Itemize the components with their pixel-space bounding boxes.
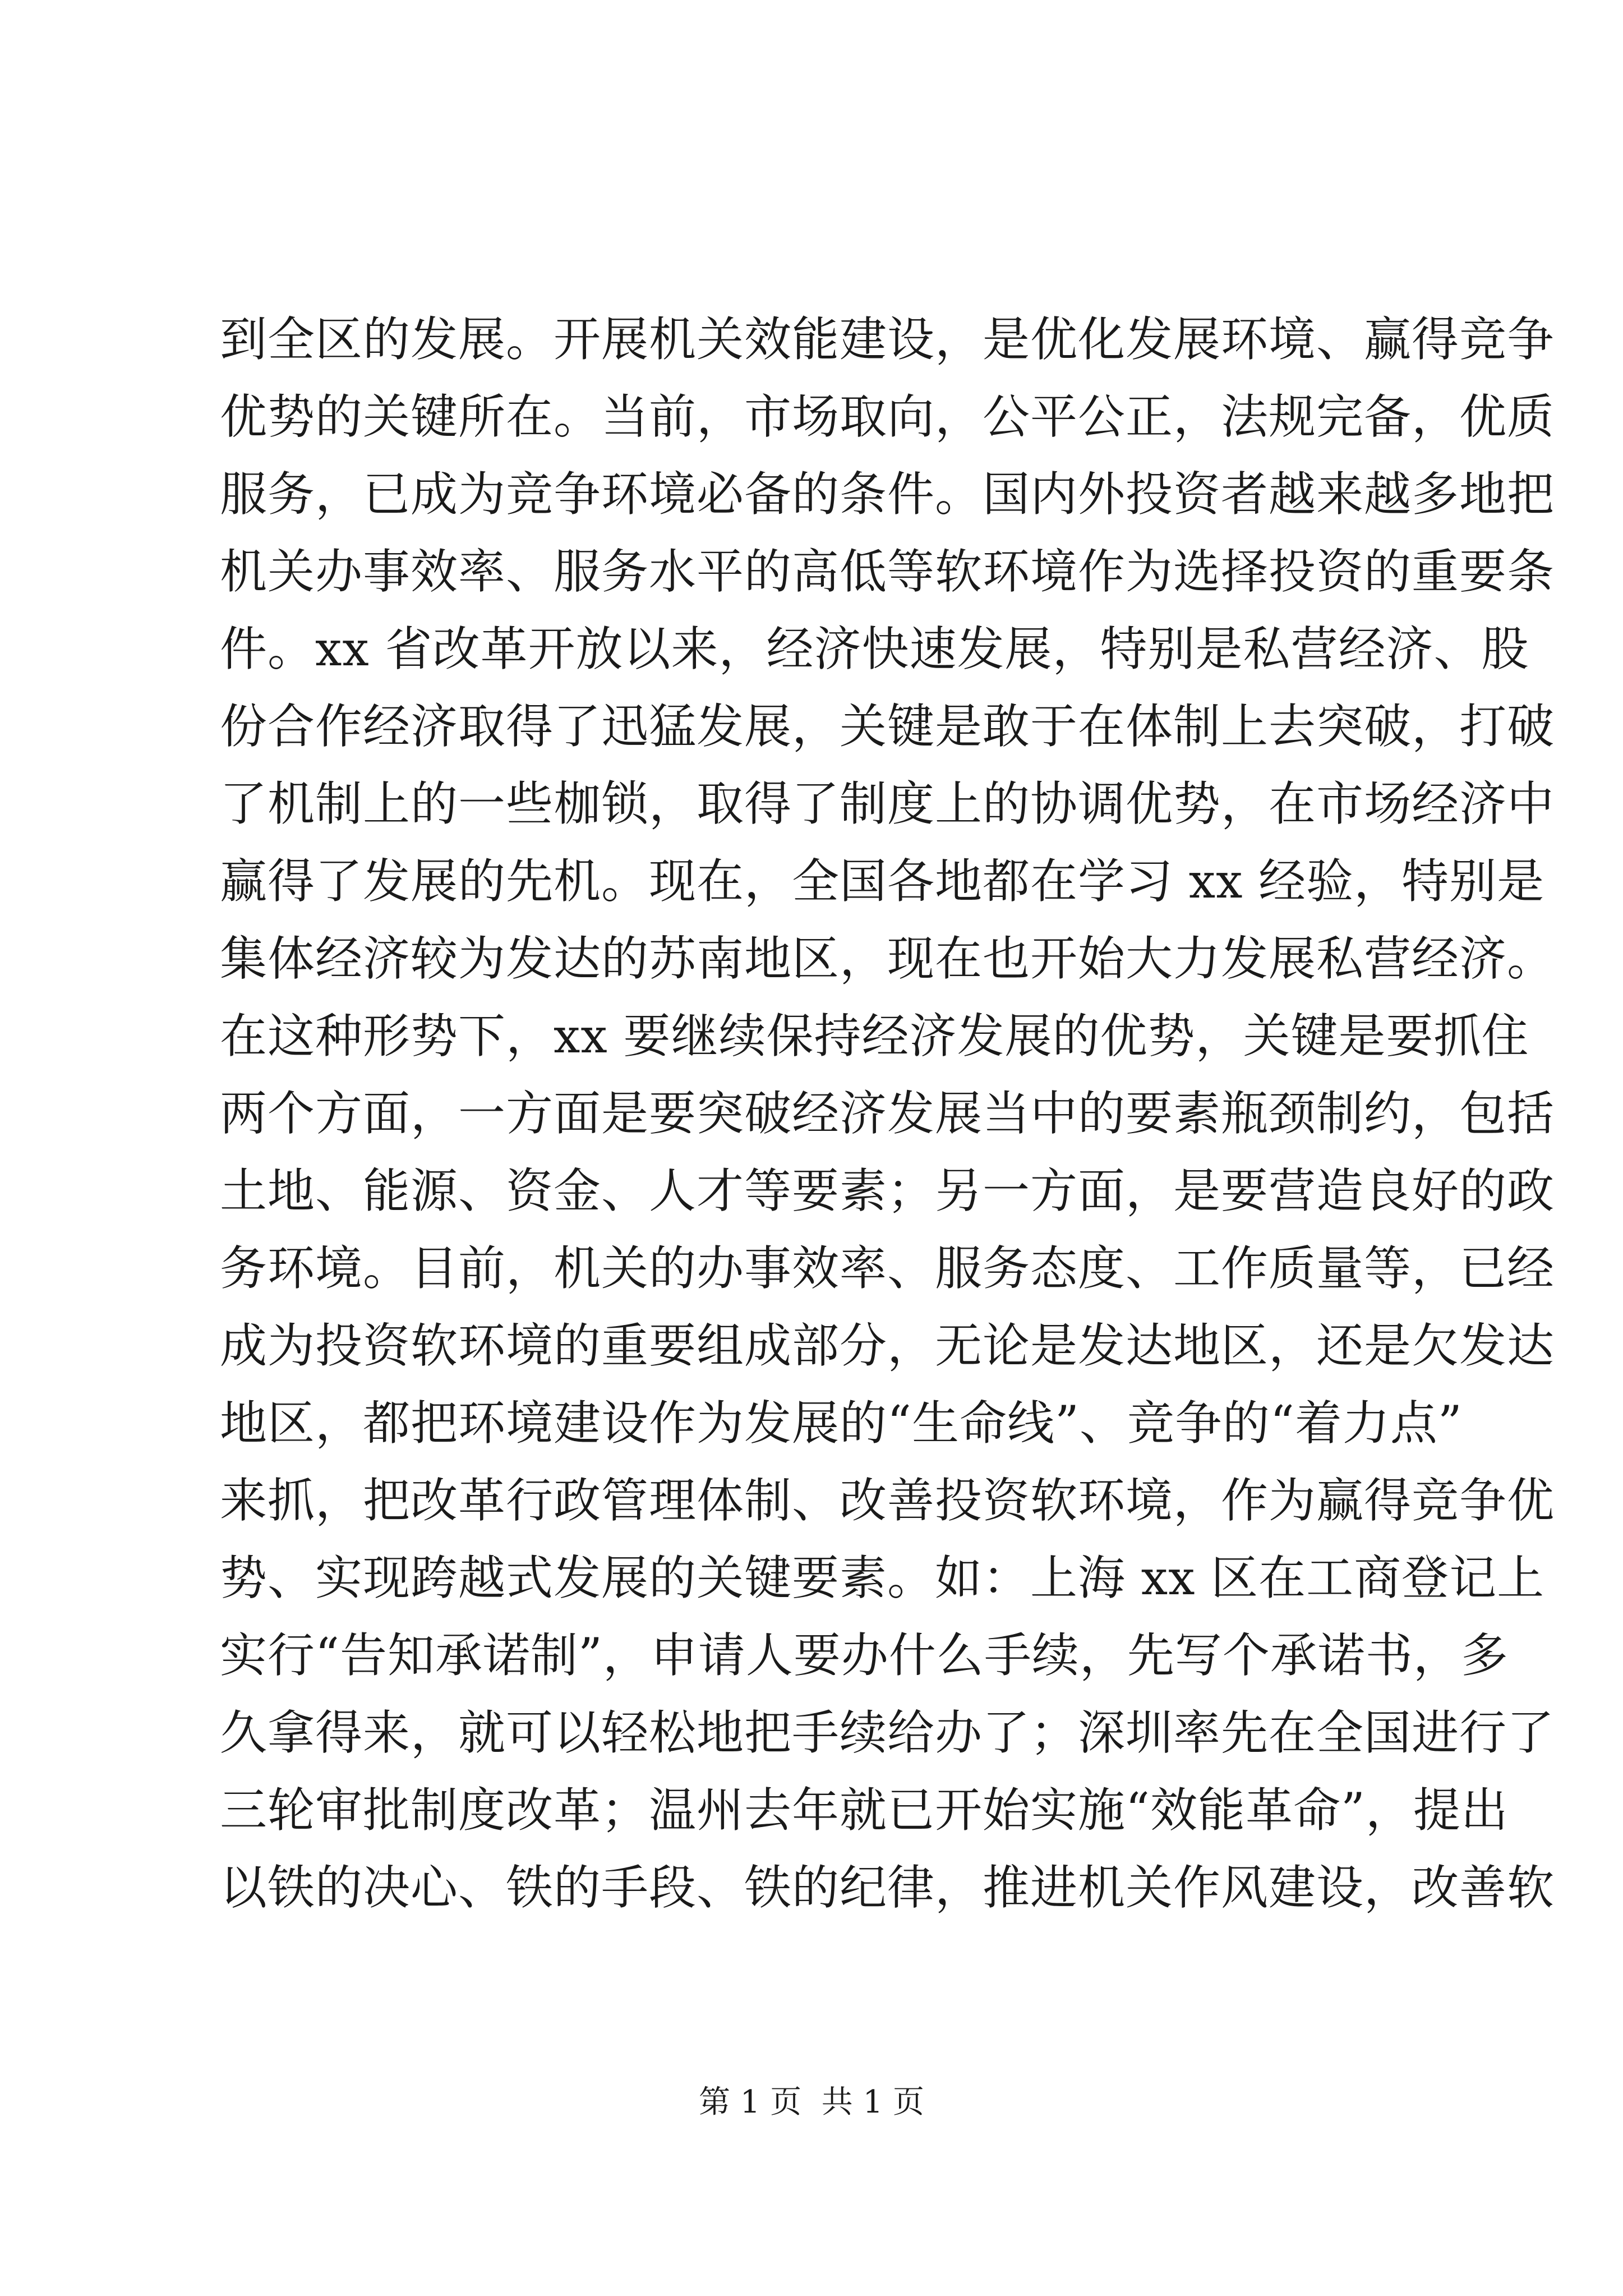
text-line: 来抓，把改革行政管理体制、改善投资软环境，作为赢得竞争优 bbox=[220, 1473, 1555, 1528]
text-line: 机关办事效率、服务水平的高低等软环境作为选择投资的重要条 bbox=[220, 544, 1555, 599]
text-line: 以铁的决心、铁的手段、铁的纪律，推进机关作风建设，改善软 bbox=[220, 1860, 1555, 1915]
text-line: 在这种形势下，xx 要继续保持经济发展的优势，关键是要抓住 bbox=[220, 1009, 1529, 1064]
text-line: 赢得了发展的先机。现在，全国各地都在学习 xx 经验，特别是 bbox=[220, 854, 1545, 909]
text-line: 两个方面，一方面是要突破经济发展当中的要素瓶颈制约，包括 bbox=[220, 1086, 1555, 1141]
text-line: 久拿得来，就可以轻松地把手续给办了；深圳率先在全国进行了 bbox=[220, 1705, 1555, 1760]
text-line: 件。xx 省改革开放以来，经济快速发展，特别是私营经济、股 bbox=[220, 622, 1529, 677]
page-footer: 第 1 页 共 1 页 bbox=[698, 2084, 925, 2120]
text-line: 份合作经济取得了迅猛发展，关键是敢于在体制上去突破，打破 bbox=[220, 699, 1555, 754]
text-line: 了机制上的一些枷锁，取得了制度上的协调优势，在市场经济中 bbox=[220, 776, 1555, 831]
text-line: 服务，已成为竞争环境必备的条件。国内外投资者越来越多地把 bbox=[220, 467, 1555, 522]
body-text bbox=[220, 301, 1555, 1926]
text-line: 地区，都把环境建设作为发展的“生命线”、竞争的“着力点” bbox=[220, 1396, 1463, 1451]
text-line: 到全区的发展。开展机关效能建设，是优化发展环境、赢得竞争 bbox=[220, 312, 1555, 367]
text-line: 务环境。目前，机关的办事效率、服务态度、工作质量等，已经 bbox=[220, 1241, 1555, 1296]
text-line: 三轮审批制度改革；温州去年就已开始实施“效能革命”，提出 bbox=[220, 1783, 1509, 1838]
text-line: 优势的关键所在。当前，市场取向，公平公正，法规完备，优质 bbox=[220, 389, 1555, 444]
text-line: 实行“告知承诺制”，申请人要办什么手续，先写个承诺书，多 bbox=[220, 1628, 1509, 1683]
text-line: 成为投资软环境的重要组成部分，无论是发达地区，还是欠发达 bbox=[220, 1318, 1555, 1373]
text-line: 势、实现跨越式发展的关键要素。如：上海 xx 区在工商登记上 bbox=[220, 1550, 1545, 1605]
text-line: 集体经济较为发达的苏南地区，现在也开始大力发展私营经济。 bbox=[220, 931, 1555, 986]
text-line: 土地、能源、资金、人才等要素；另一方面，是要营造良好的政 bbox=[220, 1163, 1555, 1218]
